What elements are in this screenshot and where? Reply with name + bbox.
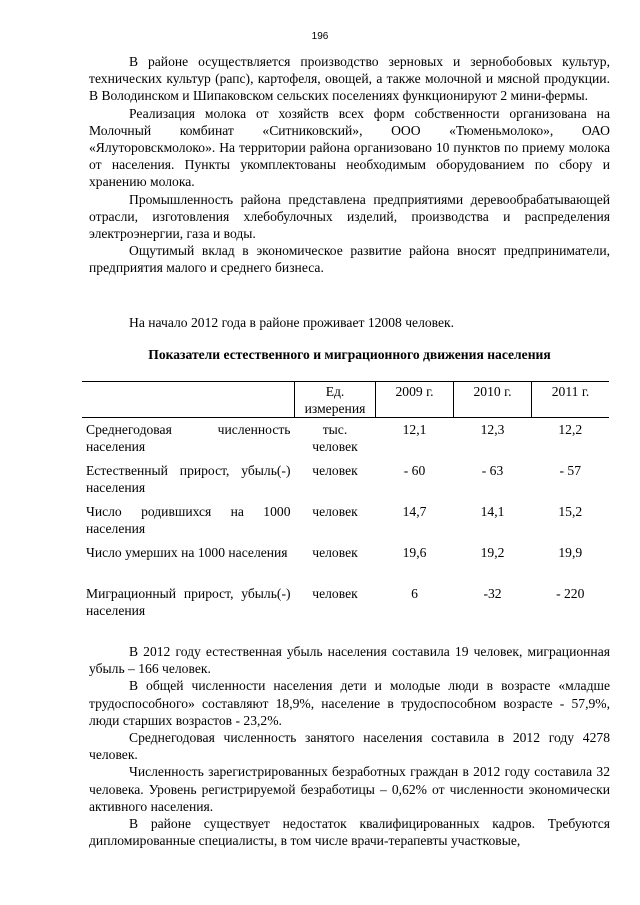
- paragraph: Реализация молока от хозяйств всех форм собственности организована на Молочный комбинат «Ситниковский», ООО «Тюменьмолоко», ОАО «Ялуторовскмолоко». На территории района организовано 10 пунктов по приему молока от населения. Пункты укомплектованы необходимым оборудованием по сбору и хранению молока.: [89, 105, 610, 190]
- row-value-2009: 12,1: [402, 422, 427, 437]
- row-value-2011: 12,2: [558, 422, 583, 437]
- population-stats-table: [82, 381, 609, 626]
- header-cell-2010: 2010 г.: [454, 382, 532, 418]
- row-unit: человек: [312, 463, 358, 478]
- row-value-2011: 15,2: [558, 504, 583, 519]
- header-cell-2011: 2011 г.: [532, 382, 610, 418]
- paragraph: В общей численности населения дети и молодые люди в возрасте «младше трудоспособного» составляют 18,9%, население в трудоспособном возрасте - 57,9%, люди старших возрастов - 23,2%.: [89, 678, 610, 728]
- row-unit: тыс. человек: [312, 422, 358, 454]
- summary-text: [89, 643, 610, 849]
- header-cell-unit: Ед. измерения: [295, 382, 376, 418]
- row-value-2010: 12,3: [480, 422, 505, 437]
- row-unit: человек: [312, 545, 358, 560]
- row-value-2010: 19,2: [480, 545, 505, 560]
- paragraph: В районе существует недостаток квалифицированных кадров. Требуются дипломированные специалисты, в том числе врачи-терапевты участковые,: [89, 816, 610, 849]
- table-row: [82, 418, 609, 463]
- row-value-2011: - 57: [559, 463, 582, 478]
- row-value-2010: - 63: [481, 463, 504, 478]
- row-value-2011: 19,9: [558, 545, 583, 560]
- row-label: Миграционный прирост, убыль(-) населения: [86, 586, 291, 618]
- header-cell-empty: [82, 382, 295, 418]
- paragraph: Промышленность района представлена предприятиями деревообрабатывающей отрасли, изготовления хлебобулочных изделий, производства и распределения электроэнергии, газа и воды.: [89, 191, 610, 242]
- table-row: [82, 462, 609, 503]
- row-unit: человек: [312, 586, 358, 601]
- header-cell-2009: 2009 г.: [376, 382, 454, 418]
- page-number: 196: [311, 31, 329, 42]
- paragraph: Среднегодовая численность занятого населения составила в 2012 году 4278 человек.: [89, 730, 610, 763]
- paragraph: Ощутимый вклад в экономическое развитие района вносят предприниматели, предприятия малого и среднего бизнеса.: [89, 243, 610, 276]
- row-label: Среднегодовая численность населения: [86, 422, 291, 454]
- row-value-2009: - 60: [403, 463, 426, 478]
- table-row: [82, 544, 609, 585]
- row-value-2011: - 220: [556, 586, 585, 601]
- row-value-2009: 14,7: [402, 504, 427, 519]
- row-label: Число родившихся на 1000 населения: [86, 504, 291, 536]
- row-value-2009: 6: [411, 586, 418, 601]
- row-label: Число умерших на 1000 населения: [86, 545, 288, 560]
- intro-text: [89, 53, 610, 277]
- row-value-2009: 19,6: [402, 545, 427, 560]
- row-value-2010: -32: [483, 586, 502, 601]
- row-label: Естественный прирост, убыль(-) населения: [86, 463, 291, 495]
- paragraph: На начало 2012 года в районе проживает 12008 человек.: [129, 315, 455, 330]
- table-title: Показатели естественного и миграционного движения населения: [148, 347, 551, 362]
- row-unit: человек: [312, 504, 358, 519]
- population-text: [89, 314, 610, 331]
- table-row: [82, 585, 609, 626]
- paragraph: Численность зарегистрированных безработных граждан в 2012 году составила 32 человека. Уровень регистрируемой безработицы – 0,62% от численности экономически активного населения.: [89, 764, 610, 814]
- table-row: [82, 503, 609, 544]
- paragraph: В 2012 году естественная убыль населения составила 19 человек, миграционная убыль – 166 человек.: [89, 644, 610, 677]
- paragraph: В районе осуществляется производство зерновых и зернобобовых культур, технических культур (рапс), картофеля, овощей, а также молочной и мясной продукции. В Володинском и Шипаковском сельских поселениях функционируют 2 мини-фермы.: [89, 54, 610, 104]
- row-value-2010: 14,1: [480, 504, 505, 519]
- table-header-row: [82, 382, 609, 418]
